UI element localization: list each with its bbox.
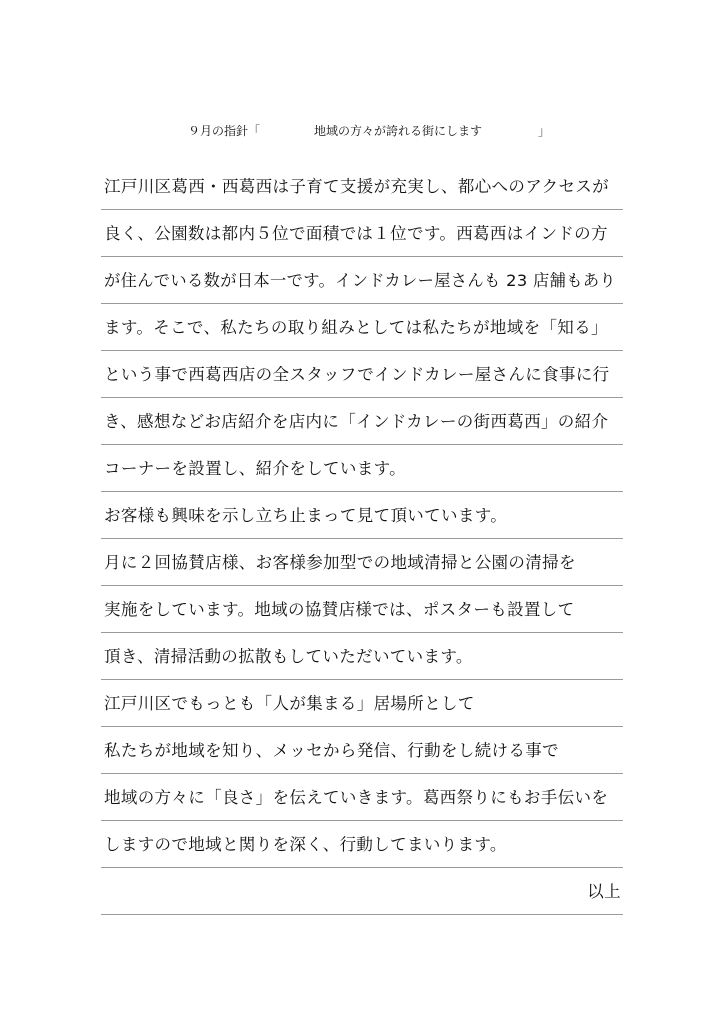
line-text: 私たちが地域を知り、メッセから発信、行動をし続ける事で	[104, 741, 559, 760]
line-text: 頂き、清掃活動の拡散もしていただいています。	[104, 647, 473, 666]
text-line	[101, 727, 623, 774]
line-text: 江戸川区葛西・西葛西は子育て支援が充実し、都心へのアクセスが	[104, 177, 610, 196]
text-line	[101, 774, 623, 821]
text-line	[101, 210, 623, 257]
line-text: ます。そこで、私たちの取り組みとしては私たちが地域を「知る」	[104, 318, 608, 337]
line-text: 実施をしています。地域の協賛店様では、ポスターも設置して	[104, 600, 575, 619]
text-line	[101, 821, 623, 868]
text-line	[101, 539, 623, 586]
text-line	[101, 304, 623, 351]
line-text: という事で西葛西店の全スタッフでインドカレー屋さんに食事に行	[104, 365, 610, 384]
text-line	[101, 445, 623, 492]
line-text: が住んでいる数が日本一です。インドカレー屋さんも 23 店舗もあり	[104, 271, 617, 290]
line-text: 江戸川区でもっとも「人が集まる」居場所として	[104, 694, 475, 713]
text-line	[101, 492, 623, 539]
closing-line	[101, 868, 623, 915]
text-line	[101, 586, 623, 633]
title-text: 地域の方々が誇れる街にします	[314, 124, 483, 138]
text-line	[101, 257, 623, 304]
line-text: コーナーを設置し、紹介をしています。	[104, 459, 406, 478]
text-line	[101, 633, 623, 680]
title-label: ９月の指針	[188, 124, 249, 138]
title-close-bracket: 」	[538, 124, 551, 138]
text-line	[101, 680, 623, 727]
line-text: 良く、公園数は都内５位で面積では１位です。西葛西はインドの方	[104, 224, 608, 243]
text-line	[101, 398, 623, 445]
text-line	[101, 351, 623, 398]
document-title	[188, 122, 551, 140]
line-text: しますので地域と関りを深く、行動してまいります。	[104, 835, 507, 854]
ruled-text-body	[101, 163, 623, 915]
line-text: き、感想などお店紹介を店内に「インドカレーの街西葛西」の紹介	[104, 412, 609, 431]
line-text: お客様も興味を示し立ち止まって見て頂いています。	[104, 506, 508, 525]
closing-text: 以上	[587, 882, 621, 901]
line-text: 月に２回協賛店様、お客様参加型での地域清掃と公園の清掃を	[104, 553, 576, 572]
text-line	[101, 163, 623, 210]
line-text: 地域の方々に「良さ」を伝えていきます。葛西祭りにもお手伝いを	[104, 788, 609, 807]
title-open-bracket: 「	[248, 124, 261, 138]
